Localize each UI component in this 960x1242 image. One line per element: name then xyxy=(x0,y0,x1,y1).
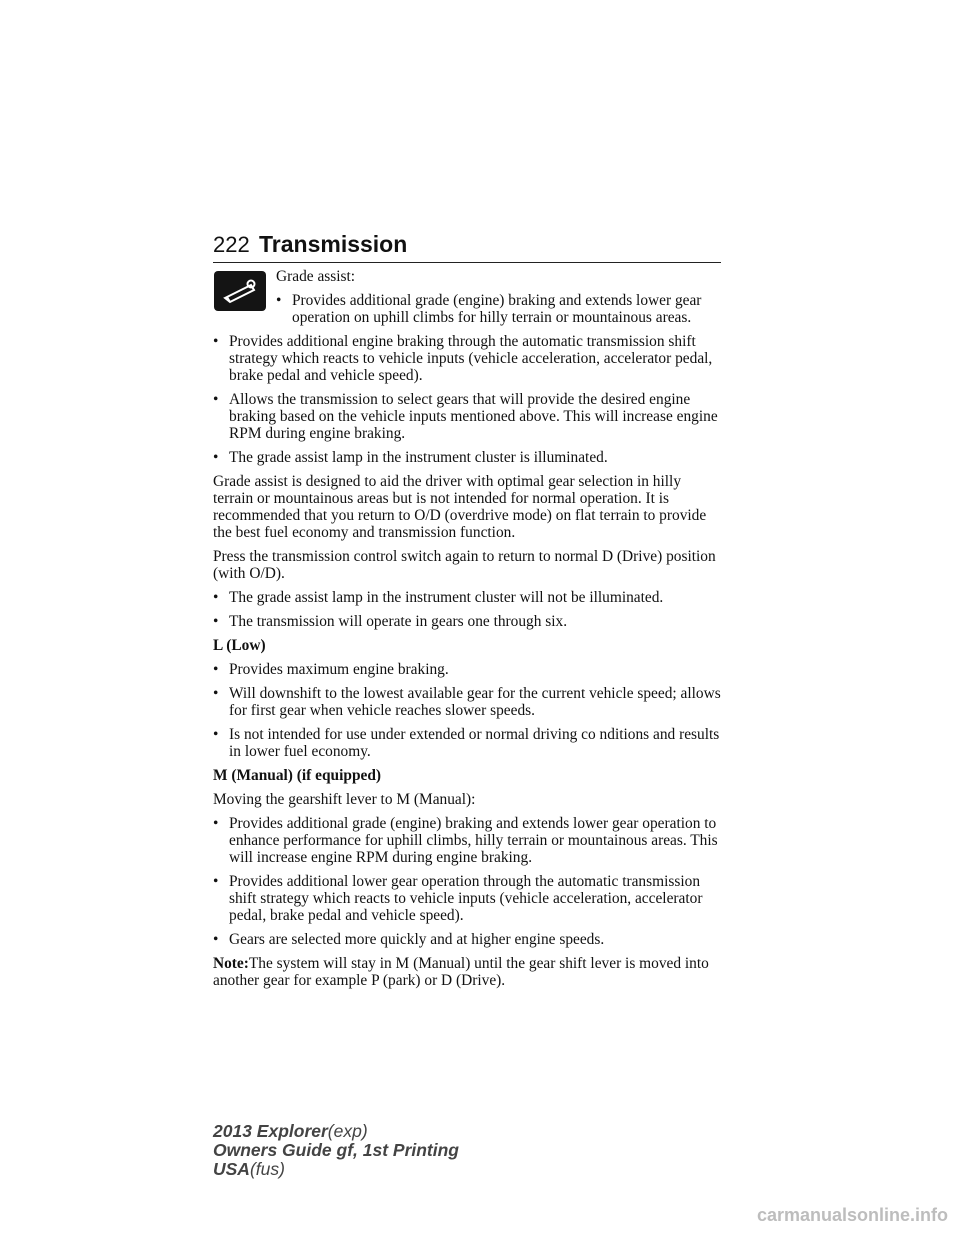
bullet-icon: • xyxy=(213,726,219,743)
bullet-text: Provides additional grade (engine) braking and extends lower gear operation to enhance performance for uphill climbs, hilly terrain or mountainous areas. This will increase engine RPM during engine braking. xyxy=(229,815,718,866)
bullet-text: The grade assist lamp in the instrument cluster is illuminated. xyxy=(229,449,608,466)
note-label: Note: xyxy=(213,955,249,972)
bullet-text: Provides additional lower gear operation through the automatic transmission shift strategy which reacts to vehicle inputs (vehicle acceleration, accelerator pedal, brake pedal and vehicle speed). xyxy=(229,873,703,924)
main-content xyxy=(213,268,723,996)
bullet-text: Is not intended for use under extended or normal driving co nditions and results in lower fuel economy. xyxy=(229,726,720,760)
list-item xyxy=(213,449,723,466)
bullet-text: Allows the transmission to select gears that will provide the desired engine braking based on the vehicle inputs mentioned above. This will increase engine RPM during engine braking. xyxy=(229,391,718,442)
list-item xyxy=(213,613,723,630)
bullet-icon: • xyxy=(213,931,219,948)
bullet-icon: • xyxy=(213,391,219,408)
list-item xyxy=(213,873,723,924)
bullet-icon: • xyxy=(213,815,219,832)
list-item xyxy=(213,931,723,948)
footer-line-1 xyxy=(213,1122,459,1141)
bullet-text: Provides maximum engine braking. xyxy=(229,661,449,678)
bullet-text: Gears are selected more quickly and at higher engine speeds. xyxy=(229,931,605,948)
page-header xyxy=(213,228,721,263)
bullet-text: The transmission will operate in gears one through six. xyxy=(229,613,568,630)
list-item xyxy=(213,661,723,678)
page-footer xyxy=(213,1122,459,1179)
footer-line-2: Owners Guide gf, 1st Printing xyxy=(213,1140,459,1160)
list-item xyxy=(213,333,723,384)
bullet-text: Provides additional grade (engine) braking and extends lower gear operation on uphill climbs for hilly terrain or mountainous areas. xyxy=(292,292,702,326)
list-item xyxy=(213,685,723,719)
footer-line-3 xyxy=(213,1160,459,1179)
page-number: 222 xyxy=(213,232,250,257)
bullet-icon: • xyxy=(213,449,219,466)
bullet-icon: • xyxy=(213,613,219,630)
low-heading: L (Low) xyxy=(213,637,266,654)
bullet-icon: • xyxy=(213,873,219,890)
bullet-icon: • xyxy=(213,661,219,678)
bullet-icon: • xyxy=(213,685,219,702)
footer-model-code: (exp) xyxy=(327,1121,368,1141)
bullet-icon: • xyxy=(213,589,219,606)
section-title: Transmission xyxy=(259,231,408,257)
watermark: carmanualsonline.info xyxy=(756,1205,948,1225)
footer-model: 2013 Explorer xyxy=(213,1121,328,1141)
note-text: The system will stay in M (Manual) until the gear shift lever is moved into another gear for example P (park) or D (Drive). xyxy=(213,955,709,989)
list-item xyxy=(213,726,723,760)
footer-region: USA xyxy=(213,1159,250,1179)
bullet-text: Will downshift to the lowest available gear for the current vehicle speed; allows for first gear when vehicle reaches slower speeds. xyxy=(229,685,721,719)
paragraph: Press the transmission control switch again to return to normal D (Drive) position (with O/D). xyxy=(213,548,716,582)
list-item xyxy=(213,391,723,442)
manual-intro: Moving the gearshift lever to M (Manual): xyxy=(213,791,476,808)
list-item xyxy=(213,589,723,606)
paragraph: Grade assist is designed to aid the driver with optimal gear selection in hilly terrain or mountainous areas but is not intended for normal operation. It is recommended that you return to O/D (overdrive mode) on flat terrain to provide the best fuel economy and transmission function. xyxy=(213,473,707,541)
bullet-icon: • xyxy=(276,292,282,309)
bullet-text: Provides additional engine braking through the automatic transmission shift strategy which reacts to vehicle inputs (vehicle acceleration, accelerator pedal, brake pedal and vehicle speed). xyxy=(229,333,713,384)
note xyxy=(213,955,723,989)
list-item xyxy=(276,292,723,326)
bullet-text: The grade assist lamp in the instrument cluster will not be illuminated. xyxy=(229,589,664,606)
bullet-icon: • xyxy=(213,333,219,350)
manual-heading: M (Manual) (if equipped) xyxy=(213,767,382,784)
list-item xyxy=(213,815,723,866)
grade-assist-block xyxy=(276,268,723,326)
footer-region-code: (fus) xyxy=(249,1159,285,1179)
grade-assist-intro: Grade assist: xyxy=(276,268,356,285)
